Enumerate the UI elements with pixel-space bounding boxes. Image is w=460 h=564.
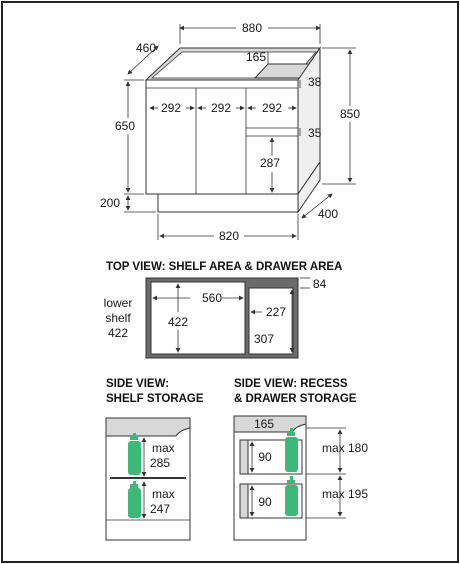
drawer-2-height-dim: 90 — [258, 495, 272, 509]
drawer-2-max: max 195 — [322, 487, 369, 501]
top-view-heading: TOP VIEW: SHELF AREA & DRAWER AREA — [106, 261, 343, 273]
lower-max-label: max — [152, 487, 175, 501]
side-shelf-heading-2: SHELF STORAGE — [106, 393, 204, 405]
cabinet-front — [146, 80, 298, 194]
upper-max-value: 285 — [150, 456, 171, 470]
side-shelf-countertop — [106, 418, 190, 436]
side-recess-cabinet — [234, 416, 306, 540]
door-width-3: 292 — [261, 101, 283, 115]
side-recess-heading-2: & DRAWER STORAGE — [234, 393, 357, 405]
drawer-height-dim: 287 — [259, 156, 281, 170]
shelf-area — [151, 282, 245, 354]
drawer-top-dim: 84 — [313, 277, 327, 291]
drawer-width-dim: 227 — [265, 305, 287, 319]
door-width-1: 292 — [160, 101, 182, 115]
recess-dim: 165 — [253, 417, 275, 431]
total-height-dim: 850 — [339, 107, 361, 121]
side-recess-heading-1: SIDE VIEW: RECESS — [234, 378, 348, 390]
drawer-depth-dim: 307 — [253, 332, 275, 346]
side-recess-view — [234, 378, 368, 540]
lower-shelf-label-3: 422 — [107, 326, 129, 340]
side-shelf-heading-1: SIDE VIEW: — [106, 378, 170, 390]
front-view — [100, 21, 360, 243]
depth-dim: 460 — [135, 41, 157, 55]
side-shelf-view — [106, 378, 204, 540]
drawer-gap-dim: 35 — [308, 126, 322, 140]
top-drawer-dim: 38 — [308, 75, 322, 89]
kick-base — [158, 194, 298, 212]
sink-gap-dim: 165 — [245, 50, 267, 64]
upper-max-label: max — [152, 441, 175, 455]
door-width-2: 292 — [210, 101, 232, 115]
kick-height-dim: 200 — [99, 196, 121, 210]
shelf-width-dim: 560 — [201, 291, 223, 305]
lower-max-value: 247 — [150, 502, 171, 516]
width-dim: 880 — [241, 21, 263, 35]
kick-depth-dim: 400 — [317, 207, 339, 221]
top-view — [104, 261, 343, 358]
shelf-depth-dim: 422 — [167, 315, 189, 329]
base-width-dim: 820 — [218, 229, 240, 243]
body-height-dim: 650 — [114, 119, 136, 133]
lower-shelf-label-1: lower — [103, 296, 133, 310]
drawer-1-height-dim: 90 — [258, 450, 272, 464]
lower-shelf-label-2: shelf — [105, 311, 131, 325]
drawer-1-max: max 180 — [322, 441, 369, 455]
